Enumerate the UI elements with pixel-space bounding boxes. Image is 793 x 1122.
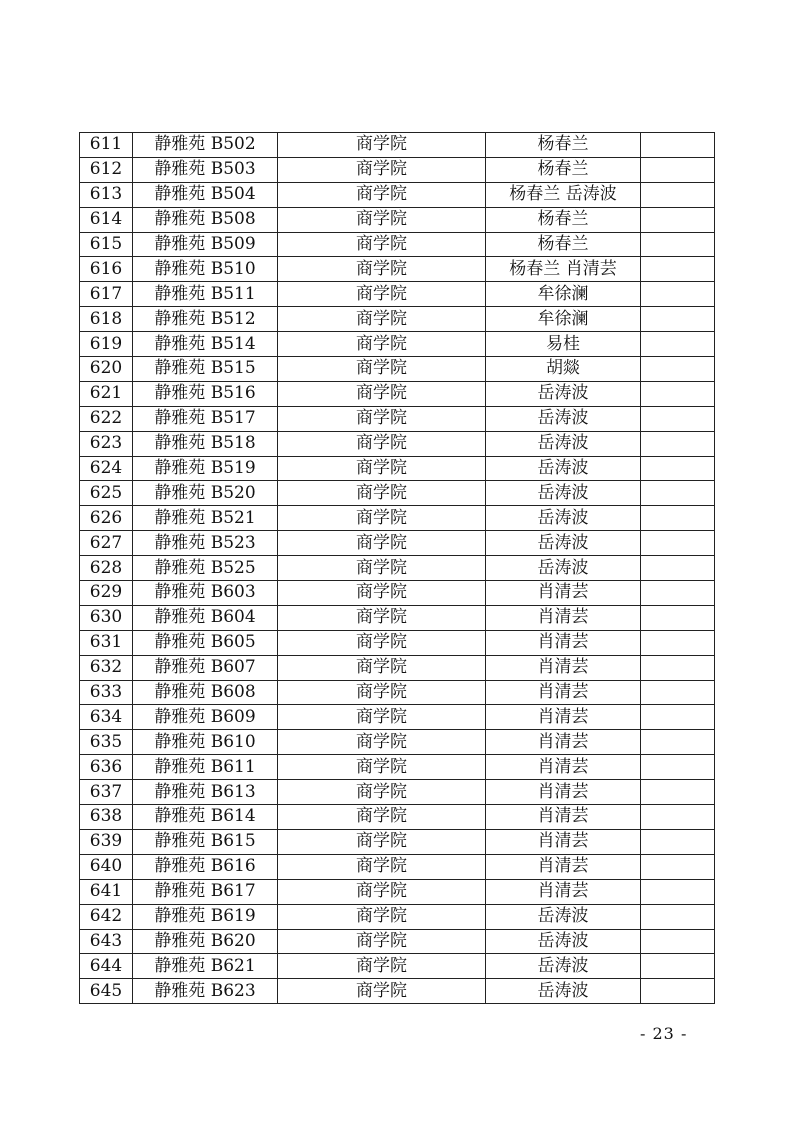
- room-cell: 静雅苑 B607: [133, 655, 278, 680]
- room-cell: 静雅苑 B610: [133, 730, 278, 755]
- person-cell: 岳涛波: [486, 954, 641, 979]
- note-cell: [641, 829, 715, 854]
- table-row: [80, 556, 715, 581]
- college-cell: 商学院: [278, 282, 486, 307]
- row-number-cell: 611: [80, 133, 133, 158]
- college-cell: 商学院: [278, 307, 486, 332]
- note-cell: [641, 929, 715, 954]
- room-cell: 静雅苑 B603: [133, 581, 278, 606]
- row-number-cell: 615: [80, 232, 133, 257]
- college-cell: 商学院: [278, 755, 486, 780]
- person-cell: 杨春兰: [486, 133, 641, 158]
- room-cell: 静雅苑 B614: [133, 805, 278, 830]
- person-cell: 杨春兰: [486, 232, 641, 257]
- room-cell: 静雅苑 B613: [133, 780, 278, 805]
- row-number-cell: 633: [80, 680, 133, 705]
- note-cell: [641, 780, 715, 805]
- college-cell: 商学院: [278, 929, 486, 954]
- table-row: [80, 381, 715, 406]
- room-cell: 静雅苑 B525: [133, 556, 278, 581]
- table-row: [80, 232, 715, 257]
- person-cell: 岳涛波: [486, 556, 641, 581]
- row-number-cell: 626: [80, 506, 133, 531]
- table-row: [80, 282, 715, 307]
- row-number-cell: 624: [80, 456, 133, 481]
- table-row: [80, 705, 715, 730]
- row-number-cell: 620: [80, 357, 133, 382]
- table-row: [80, 854, 715, 879]
- person-cell: 岳涛波: [486, 979, 641, 1004]
- page-number: - 23 -: [640, 1024, 688, 1043]
- person-cell: 肖清芸: [486, 805, 641, 830]
- table-row: [80, 904, 715, 929]
- person-cell: 岳涛波: [486, 506, 641, 531]
- room-cell: 静雅苑 B512: [133, 307, 278, 332]
- table-row: [80, 431, 715, 456]
- row-number-cell: 629: [80, 581, 133, 606]
- note-cell: [641, 307, 715, 332]
- note-cell: [641, 182, 715, 207]
- room-cell: 静雅苑 B619: [133, 904, 278, 929]
- person-cell: 杨春兰 肖清芸: [486, 257, 641, 282]
- person-cell: 杨春兰: [486, 157, 641, 182]
- college-cell: 商学院: [278, 954, 486, 979]
- person-cell: 肖清芸: [486, 630, 641, 655]
- table-row: [80, 157, 715, 182]
- table-row: [80, 133, 715, 158]
- row-number-cell: 645: [80, 979, 133, 1004]
- room-cell: 静雅苑 B511: [133, 282, 278, 307]
- note-cell: [641, 207, 715, 232]
- dormitory-table: [79, 132, 715, 1004]
- table-row: [80, 207, 715, 232]
- table-row: [80, 929, 715, 954]
- row-number-cell: 613: [80, 182, 133, 207]
- college-cell: 商学院: [278, 730, 486, 755]
- college-cell: 商学院: [278, 805, 486, 830]
- room-cell: 静雅苑 B609: [133, 705, 278, 730]
- college-cell: 商学院: [278, 257, 486, 282]
- person-cell: 肖清芸: [486, 829, 641, 854]
- room-cell: 静雅苑 B517: [133, 406, 278, 431]
- row-number-cell: 630: [80, 605, 133, 630]
- note-cell: [641, 730, 715, 755]
- room-cell: 静雅苑 B516: [133, 381, 278, 406]
- person-cell: 胡燚: [486, 357, 641, 382]
- row-number-cell: 618: [80, 307, 133, 332]
- person-cell: 肖清芸: [486, 605, 641, 630]
- row-number-cell: 622: [80, 406, 133, 431]
- note-cell: [641, 357, 715, 382]
- room-cell: 静雅苑 B509: [133, 232, 278, 257]
- college-cell: 商学院: [278, 581, 486, 606]
- row-number-cell: 628: [80, 556, 133, 581]
- note-cell: [641, 506, 715, 531]
- room-cell: 静雅苑 B502: [133, 133, 278, 158]
- note-cell: [641, 406, 715, 431]
- college-cell: 商学院: [278, 630, 486, 655]
- note-cell: [641, 456, 715, 481]
- row-number-cell: 632: [80, 655, 133, 680]
- college-cell: 商学院: [278, 232, 486, 257]
- room-cell: 静雅苑 B510: [133, 257, 278, 282]
- note-cell: [641, 879, 715, 904]
- room-cell: 静雅苑 B515: [133, 357, 278, 382]
- college-cell: 商学院: [278, 456, 486, 481]
- table-row: [80, 605, 715, 630]
- table-row: [80, 829, 715, 854]
- college-cell: 商学院: [278, 680, 486, 705]
- row-number-cell: 625: [80, 481, 133, 506]
- room-cell: 静雅苑 B604: [133, 605, 278, 630]
- room-cell: 静雅苑 B523: [133, 531, 278, 556]
- note-cell: [641, 133, 715, 158]
- note-cell: [641, 431, 715, 456]
- college-cell: 商学院: [278, 431, 486, 456]
- row-number-cell: 614: [80, 207, 133, 232]
- room-cell: 静雅苑 B520: [133, 481, 278, 506]
- table-body: [80, 133, 715, 1004]
- person-cell: 岳涛波: [486, 431, 641, 456]
- note-cell: [641, 556, 715, 581]
- college-cell: 商学院: [278, 357, 486, 382]
- college-cell: 商学院: [278, 854, 486, 879]
- room-cell: 静雅苑 B504: [133, 182, 278, 207]
- table-row: [80, 456, 715, 481]
- row-number-cell: 638: [80, 805, 133, 830]
- table-row: [80, 581, 715, 606]
- table-row: [80, 655, 715, 680]
- person-cell: 肖清芸: [486, 755, 641, 780]
- table-row: [80, 630, 715, 655]
- row-number-cell: 635: [80, 730, 133, 755]
- row-number-cell: 631: [80, 630, 133, 655]
- college-cell: 商学院: [278, 829, 486, 854]
- person-cell: 岳涛波: [486, 904, 641, 929]
- table-row: [80, 481, 715, 506]
- row-number-cell: 634: [80, 705, 133, 730]
- person-cell: 杨春兰 岳涛波: [486, 182, 641, 207]
- note-cell: [641, 979, 715, 1004]
- table-row: [80, 780, 715, 805]
- person-cell: 岳涛波: [486, 406, 641, 431]
- row-number-cell: 644: [80, 954, 133, 979]
- note-cell: [641, 954, 715, 979]
- college-cell: 商学院: [278, 207, 486, 232]
- college-cell: 商学院: [278, 133, 486, 158]
- table-row: [80, 680, 715, 705]
- person-cell: 肖清芸: [486, 730, 641, 755]
- college-cell: 商学院: [278, 979, 486, 1004]
- row-number-cell: 641: [80, 879, 133, 904]
- table-row: [80, 805, 715, 830]
- note-cell: [641, 282, 715, 307]
- note-cell: [641, 705, 715, 730]
- row-number-cell: 619: [80, 332, 133, 357]
- person-cell: 牟徐澜: [486, 307, 641, 332]
- table-row: [80, 879, 715, 904]
- table-row: [80, 182, 715, 207]
- room-cell: 静雅苑 B616: [133, 854, 278, 879]
- person-cell: 岳涛波: [486, 381, 641, 406]
- person-cell: 肖清芸: [486, 854, 641, 879]
- person-cell: 肖清芸: [486, 780, 641, 805]
- college-cell: 商学院: [278, 506, 486, 531]
- person-cell: 岳涛波: [486, 456, 641, 481]
- person-cell: 牟徐澜: [486, 282, 641, 307]
- college-cell: 商学院: [278, 780, 486, 805]
- table-row: [80, 730, 715, 755]
- person-cell: 岳涛波: [486, 929, 641, 954]
- room-cell: 静雅苑 B623: [133, 979, 278, 1004]
- table-row: [80, 307, 715, 332]
- table-row: [80, 406, 715, 431]
- college-cell: 商学院: [278, 705, 486, 730]
- row-number-cell: 642: [80, 904, 133, 929]
- college-cell: 商学院: [278, 531, 486, 556]
- person-cell: 杨春兰: [486, 207, 641, 232]
- person-cell: 易桂: [486, 332, 641, 357]
- college-cell: 商学院: [278, 481, 486, 506]
- note-cell: [641, 581, 715, 606]
- table-row: [80, 531, 715, 556]
- table-row: [80, 506, 715, 531]
- row-number-cell: 627: [80, 531, 133, 556]
- college-cell: 商学院: [278, 381, 486, 406]
- room-cell: 静雅苑 B503: [133, 157, 278, 182]
- note-cell: [641, 630, 715, 655]
- row-number-cell: 636: [80, 755, 133, 780]
- college-cell: 商学院: [278, 904, 486, 929]
- room-cell: 静雅苑 B615: [133, 829, 278, 854]
- room-cell: 静雅苑 B620: [133, 929, 278, 954]
- note-cell: [641, 805, 715, 830]
- person-cell: 肖清芸: [486, 705, 641, 730]
- room-cell: 静雅苑 B611: [133, 755, 278, 780]
- row-number-cell: 637: [80, 780, 133, 805]
- room-cell: 静雅苑 B605: [133, 630, 278, 655]
- row-number-cell: 621: [80, 381, 133, 406]
- college-cell: 商学院: [278, 556, 486, 581]
- table-row: [80, 979, 715, 1004]
- note-cell: [641, 157, 715, 182]
- room-cell: 静雅苑 B617: [133, 879, 278, 904]
- note-cell: [641, 680, 715, 705]
- table-row: [80, 954, 715, 979]
- college-cell: 商学院: [278, 605, 486, 630]
- note-cell: [641, 854, 715, 879]
- note-cell: [641, 381, 715, 406]
- row-number-cell: 612: [80, 157, 133, 182]
- person-cell: 肖清芸: [486, 581, 641, 606]
- college-cell: 商学院: [278, 182, 486, 207]
- row-number-cell: 616: [80, 257, 133, 282]
- table-row: [80, 332, 715, 357]
- note-cell: [641, 904, 715, 929]
- person-cell: 岳涛波: [486, 531, 641, 556]
- note-cell: [641, 531, 715, 556]
- college-cell: 商学院: [278, 879, 486, 904]
- room-cell: 静雅苑 B519: [133, 456, 278, 481]
- table-row: [80, 755, 715, 780]
- room-cell: 静雅苑 B521: [133, 506, 278, 531]
- person-cell: 肖清芸: [486, 879, 641, 904]
- college-cell: 商学院: [278, 655, 486, 680]
- note-cell: [641, 332, 715, 357]
- room-cell: 静雅苑 B518: [133, 431, 278, 456]
- person-cell: 肖清芸: [486, 655, 641, 680]
- row-number-cell: 640: [80, 854, 133, 879]
- person-cell: 肖清芸: [486, 680, 641, 705]
- room-cell: 静雅苑 B514: [133, 332, 278, 357]
- row-number-cell: 617: [80, 282, 133, 307]
- room-cell: 静雅苑 B508: [133, 207, 278, 232]
- table-row: [80, 357, 715, 382]
- row-number-cell: 623: [80, 431, 133, 456]
- note-cell: [641, 655, 715, 680]
- college-cell: 商学院: [278, 157, 486, 182]
- row-number-cell: 643: [80, 929, 133, 954]
- note-cell: [641, 605, 715, 630]
- college-cell: 商学院: [278, 332, 486, 357]
- room-cell: 静雅苑 B621: [133, 954, 278, 979]
- row-number-cell: 639: [80, 829, 133, 854]
- note-cell: [641, 481, 715, 506]
- person-cell: 岳涛波: [486, 481, 641, 506]
- room-cell: 静雅苑 B608: [133, 680, 278, 705]
- note-cell: [641, 755, 715, 780]
- college-cell: 商学院: [278, 406, 486, 431]
- table-row: [80, 257, 715, 282]
- note-cell: [641, 232, 715, 257]
- note-cell: [641, 257, 715, 282]
